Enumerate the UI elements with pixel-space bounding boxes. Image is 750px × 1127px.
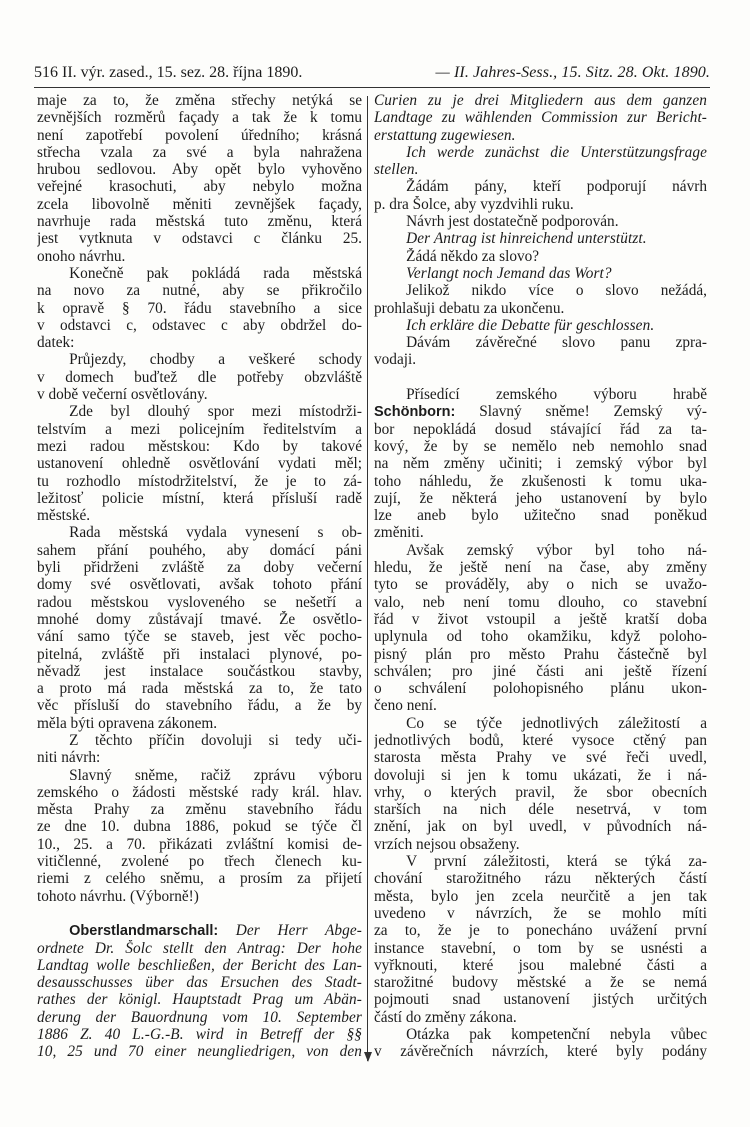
text-line: Ich werde zunächst die Unterstützungsfrage [406,143,707,161]
text-line: ležitosť policie místní, která přísluší radě [37,489,362,507]
text-line: Návrh jest dostatečně podporován. [406,213,619,231]
text-line: starosta města Prahy ve své řeči uvedl, [374,749,707,767]
header-rule [34,87,710,88]
text-line: V první záležitosti, která se týká za- [406,853,707,871]
text-line: čeno není. [374,697,437,715]
paragraph [374,178,707,213]
column-divider-end-mark [364,1052,372,1062]
text-line: Dávám závěrečné slovo panu zpra- [406,334,707,352]
text-line: Co se týče jednotlivých záležitostí a [406,714,707,732]
text-line: mezi radou městskou: Kdo by takové [37,437,362,455]
text-line: k opravě § 70. řádu stavebního a sice [37,299,362,317]
text-line: není zapotřebí povolení úředního; krásná [37,126,362,144]
text-line: sahem přání pouhého, aby domácí páni [37,541,362,559]
text-line: instance stavební, o tom by se usnésti a [374,939,707,957]
paragraph [374,230,707,247]
text-line: města, bylo jen zcela neurčitě a jen tak [374,887,707,905]
text-line: Zde byl dlouhý spor mezi místodrži- [69,403,362,421]
text-line: maje za to, že změna střechy netýká se [37,92,362,109]
text-line: hledu, že ještě není na čase, aby změny [374,559,707,577]
text-line: o schválení polohopisného plánu ukon- [374,680,707,698]
text-line: Otázka pak kompetenční nebyla vůbec [406,1026,707,1044]
paragraph [374,213,707,230]
paragraph [374,265,707,282]
text-line: mnohé domy zůstávají tmavé. Že osvětlo- [37,610,362,628]
text-line: stellen. [374,161,419,179]
text-line [37,922,362,939]
paragraph [374,317,707,334]
text-line: radou městskou vysloveného se nešetří a [37,593,362,611]
text-line: vrzích nejsou obsaženy. [374,835,520,853]
text-line: zují, že některá jeho ustanovení by bylo [374,489,707,507]
text-line: vyřknouti, které jsou malebné části a [374,956,707,974]
text-line: tohoto návrhu. (Výborně!) [37,887,199,905]
text-line: toho náhledu, že zkušenosti k tomu uka- [374,472,707,490]
text-line: rathes der königl. Hauptstadt Prag um Abän- [37,991,362,1009]
text-line: střecha vzala za své a byla nahražena [37,143,362,161]
text-line: dovoluji si jen k tomu ukázati, že i ná- [374,766,707,784]
text-line: vrhy, o kterých pravil, že sbor obecních [374,783,707,801]
text-line: Žádá někdo za slovo? [406,247,540,265]
text-line: ordnete Dr. Šolc stellt den Antrag: Der hohe [37,939,362,957]
paragraph [374,92,707,144]
text-line: města Prahy za změnu stavebního řádu [37,801,362,819]
text-line: Landtag wolle beschließen, der Bericht des Lan- [37,956,362,974]
text-line: měla býti opravena zákonem. [37,714,218,732]
text-line: částí do změny zákona. [374,1008,517,1026]
speech-text: Slavný sněme! Zemský vý- [479,403,707,421]
text-line: derung der Bauordnung vom 10. September [37,1008,362,1026]
text-line: Der Antrag ist hinreichend unterstützt. [406,230,647,248]
text-line: Landtage zu wählenden Commission zur Bericht- [374,109,707,127]
text-line: v odstavci c, odstavec c aby obdržel do- [37,316,362,334]
text-line: vitičlenné, zvolené po třech členech ku- [37,853,362,871]
paragraph [374,853,707,1026]
text-line: 1886 Z. 40 L.-G.-B. wird in Betreff der §§ [37,1026,362,1044]
paragraph [374,282,707,317]
header-czech: 516 II. výr. zased., 15. sez. 28. října 1890. [34,64,303,81]
text-line: Konečně pak pokládá rada městská [69,264,362,282]
text-line: na něm změny učiniti; i zemský výbor byl [374,455,707,473]
text-line: zemského o žádosti městské rady král. hlav. [37,783,362,801]
paragraph-spacer [374,369,707,386]
text-line: uvedeno v návrzích, že se mohlo míti [374,904,707,922]
paragraph [37,265,362,351]
paragraph [37,524,362,732]
text-line: domy své osvětlovati, avšak tohoto přání [37,576,362,594]
text-line: Přísedící zemského výboru hrabě [406,386,707,404]
text-line: niti návrh: [37,749,101,767]
text-line: Verlangt noch Jemand das Wort? [406,264,612,282]
text-line: městské. [37,507,91,525]
left-column [37,92,362,1061]
text-line: pitelná, zvláště při instalaci plynové, po- [37,645,362,663]
paragraph [374,715,707,853]
text-line: vání samo týče se staveb, jest věc pocho- [37,628,362,646]
text-line: prohlašuji debatu za ukončenu. [374,299,565,317]
page-header [34,64,710,82]
text-line: Jelikož nikdo více o slovo nežádá, [406,282,707,300]
text-line: pojmouti snad ustanovení jistých určitých [374,991,707,1009]
text-line: a proto má rada městská za to, že tato [37,680,362,698]
text-line: hrubou sedlovou. Aby opět bylo vyhověno [37,161,362,179]
text-line: jednotlivých bodů, které vysoce ctěný pan [374,731,707,749]
text-line: zevnějších rozměrů façady a tak že k tomu [37,109,362,127]
speech-paragraph [374,386,707,542]
speaker-name: Schönborn: [374,404,456,421]
text-line: pisný plán pro město Prahu částečně byl [374,645,707,663]
text-line: ze dne 10. dubna 1886, pokud se týče čl [37,818,362,836]
text-line: Ich erkläre die Debatte für geschlossen. [406,316,655,334]
text-line: v době večerní osvětlovány. [37,386,208,404]
text-line: něvadž jest instalace součástkou stavby, [37,662,362,680]
text-line: datek: [37,334,75,352]
paragraph [37,403,362,524]
text-line: erstattung zugewiesen. [374,126,516,144]
text-line [374,403,707,420]
text-line: riemi z celého sněmu, a prosím za přijetí [37,870,362,888]
text-line: navrhuje rada městská tuto změnu, která [37,213,362,231]
text-line: 10, 25 und 70 einer neungliedrigen, von den [37,1043,362,1061]
speech-text: Der Herr Abge- [235,922,362,940]
text-line: jest vytknuta v odstavci c článku 25. [37,230,362,248]
text-line: Avšak zemský výbor byl toho ná- [406,541,707,559]
paragraph [374,542,707,715]
text-line: byli přidrženi zvláště za doby večerní [37,559,362,577]
text-line: věc přísluší do stavebního řádu, a že by [37,697,362,715]
text-line: Průjezdy, chodby a veškeré schody [69,351,362,369]
text-line: onoho návrhu. [37,247,126,265]
column-divider [367,96,368,1061]
paragraph [374,334,707,369]
text-line: znění, jak on byl uvedl, v původních ná- [374,818,707,836]
text-line: tu rozhodlo místodržitelství, že je to zá- [37,472,362,490]
text-line: řád v život vstoupil a ještě kratší doba [374,610,707,628]
text-line: změniti. [374,524,424,542]
text-line: lze aneb bylo užitečno snad poněkud [374,507,707,525]
text-line: Slavný sněme, račiž zprávu výboru [69,766,362,784]
text-line: kový, že by se nemělo neb nemohlo snad [374,437,707,455]
text-line: ustanovení ohledně osvětlování vydati měl; [37,455,362,473]
text-line: starožitné budovy městské a že se nemá [374,974,707,992]
text-line: Žádám pány, kteří podporují návrh [406,178,707,196]
text-line: telstvím a mezi policejním ředitelstvím a [37,420,362,438]
paragraph [37,351,362,403]
text-line: Rada městská vydala vynesení s ob- [69,524,362,542]
text-line: zcela libovolně měniti zevnějšek façady, [37,195,362,213]
paragraph [37,767,362,905]
paragraph [37,732,362,767]
paragraph [374,248,707,265]
text-line: desausschusses über das Ersuchen des Stadt- [37,974,362,992]
header-german: — II. Jahres-Sess., 15. Sitz. 28. Okt. 1890. [435,64,710,81]
text-line: veřejné krasochuti, aby nebylo možna [37,178,362,196]
text-line: p. dra Šolce, aby vyzdvihli ruku. [374,195,574,213]
speech-paragraph [37,922,362,1060]
speaker-name: Oberstlandmarschall: [69,923,219,940]
text-line: na novo za nutné, aby se přikročilo [37,282,362,300]
text-line: 10., 25. a 70. přikázati zvláštní komisi de- [37,835,362,853]
text-line: za to, že je to ponecháno uvážení první [374,922,707,940]
paragraph [37,92,362,265]
text-line: chování starožitného rázu některých částí [374,870,707,888]
text-line: schválen; pro jiné části ani ještě řízení [374,662,707,680]
text-line: bor nepokládá dosud stávající řád za ta- [374,420,707,438]
text-line: vodaji. [374,351,417,369]
paragraph [374,144,707,179]
text-line: Z těchto příčin dovoluji si tedy uči- [69,731,362,749]
text-line: Curien zu je drei Mitgliedern aus dem ganzen [374,92,707,109]
text-line: valo, neb není tomu dlouho, co stavební [374,593,707,611]
paragraph [374,1026,707,1061]
paragraph-spacer [37,905,362,922]
text-line: uplynula od toho okamžiku, když poloho- [374,628,707,646]
right-column [374,92,707,1061]
text-line: v závěrečních návrzích, které byly podány [374,1043,707,1061]
text-line: v domech buďtež dle potřeby obzvláště [37,368,362,386]
text-line: tyto se prováděly, aby o nich se uvažo- [374,576,707,594]
text-line: starších na nich déle nesetrvá, v tom [374,801,707,819]
